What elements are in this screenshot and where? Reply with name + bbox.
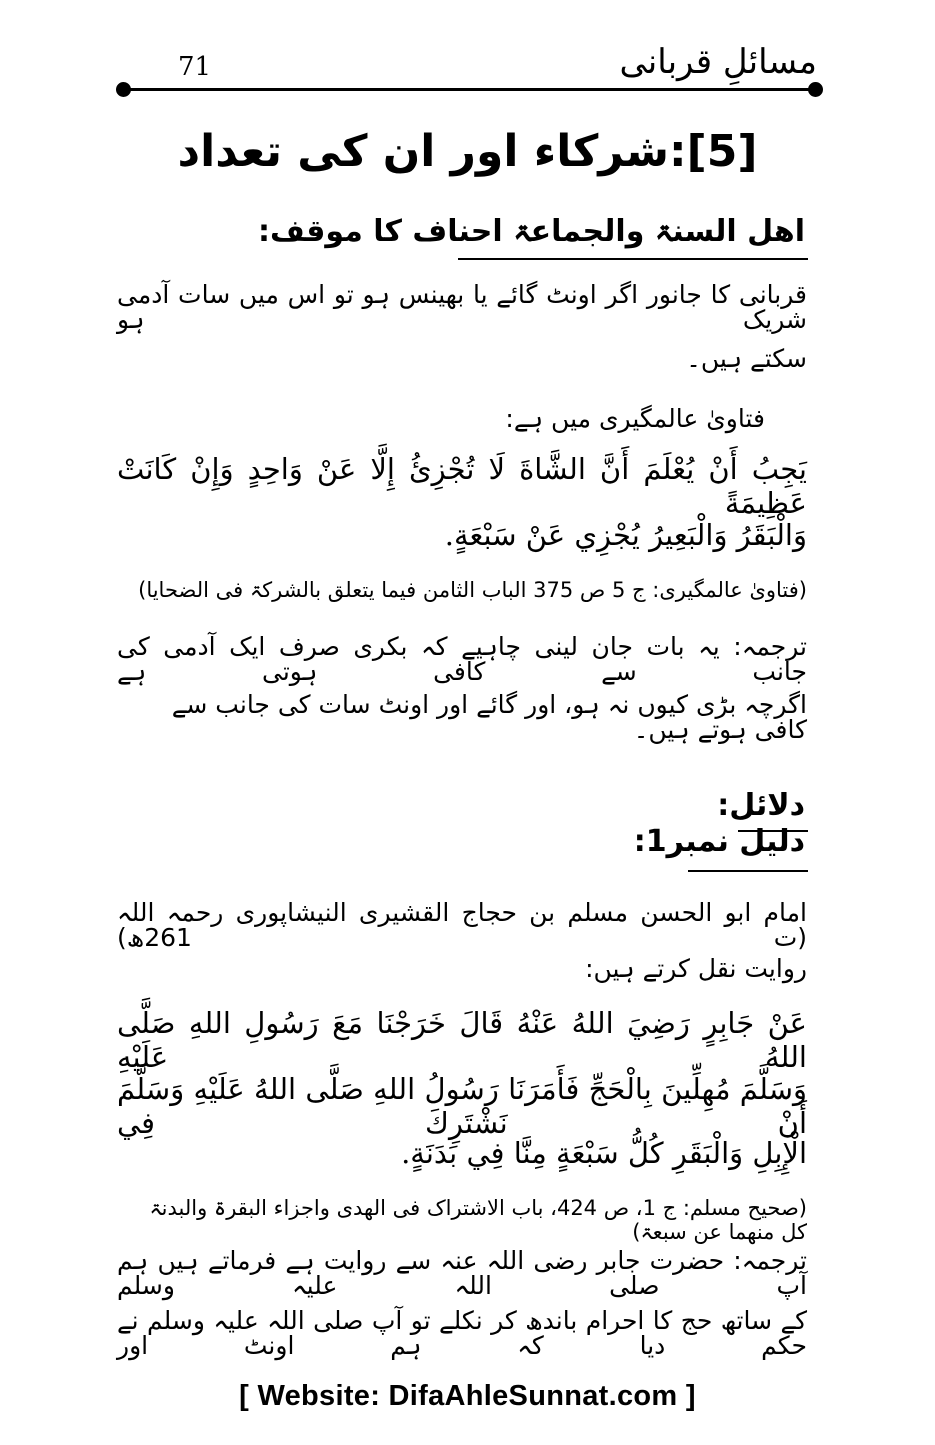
chapter-title: [5]:شرکاء اور ان کی تعداد: [177, 126, 758, 177]
translation-1-line-1: ترجمہ: یہ بات جان لینی چاہیے کہ بکری صرف ایک آدمی کی جانب سے کافی ہوتی ہے: [117, 632, 807, 686]
intro-line-1: قربانی کا جانور اگر اونٹ گائے یا بھینس ہو تو اس میں سات آدمی شریک ہو: [117, 280, 807, 334]
section-heading-underline: [458, 258, 808, 260]
section-heading: اھل السنۃ والجماعۃ احناف کا موقف:: [258, 214, 805, 249]
reference-alamgiri: (فتاویٰ عالمگیری: ج 5 ص 375 الباب الثامن فیما یتعلق بالشرکۃ فی الضحایا): [138, 578, 807, 602]
translation-2-line-2: کے ساتھ حج کا احرام باندھ کر نکلے تو آپ صلی اللہ علیہ وسلم نے حکم دیا کہ ہم اونٹ اور: [117, 1306, 807, 1360]
header-rule-left-dot: [116, 82, 131, 97]
daleel-1-heading-underline: [688, 870, 808, 872]
translation-1-line-2: اگرچہ بڑی کیوں نہ ہو، اور گائے اور اونٹ سات کی جانب سے کافی ہوتے ہیں۔: [171, 690, 807, 744]
arabic-quote-line-1: يَجِبُ أَنْ يُعْلَمَ أَنَّ الشَّاةَ لَا تُجْزِئُ إِلَّا عَنْ وَاحِدٍ وَإِنْ كَانَتْ عَظِيمَةً: [117, 452, 807, 520]
reference-sahih-muslim: (صحیح مسلم: ج 1، ص 424، باب الاشتراک فی الھدی واجزاء البقرۃ والبدنۃ کل منھما عن سبعۃ): [149, 1196, 807, 1244]
hadith-line-3: الْإِبِلِ وَالْبَقَرِ كُلُّ سَبْعَةٍ مِنَّا فِي بَدَنَةٍ.: [401, 1136, 807, 1170]
translation-2-line-1: ترجمہ: حضرت جابر رضی اللہ عنہ سے روایت ہے فرماتے ہیں ہم آپ صلی اللہ علیہ وسلم: [117, 1246, 807, 1300]
hadith-line-1: عَنْ جَابِرٍ رَضِيَ اللهُ عَنْهُ قَالَ خَرَجْنَا مَعَ رَسُولِ اللهِ صَلَّى اللهُ عَلَيْهِ: [117, 1006, 807, 1074]
intro-line-2: سکتے ہیں۔: [686, 344, 807, 373]
header-rule-right-dot: [808, 82, 823, 97]
daleel-1-heading: دلیل نمبر1:: [633, 824, 805, 859]
book-title: مسائلِ قربانی: [619, 42, 817, 82]
narrator-line-1: امام ابو الحسن مسلم بن حجاج القشیری النیشاپوری رحمہ اللہ (ت 261ھ): [117, 898, 807, 952]
narrator-line-2: روایت نقل کرتے ہیں:: [585, 954, 807, 983]
hadith-line-2: وَسَلَّمَ مُهِلِّينَ بِالْحَجِّ فَأَمَرَنَا رَسُولُ اللهِ صَلَّى اللهُ عَلَيْهِ وَسَلَّمَ أَنْ نَشْتَرِكَ فِي: [117, 1072, 807, 1140]
dalail-heading: دلائل:: [717, 788, 805, 823]
header-rule: [120, 88, 816, 91]
alamgiri-intro: فتاویٰ عالمگیری میں ہے:: [505, 404, 765, 433]
page-number: 71: [178, 52, 212, 82]
arabic-quote-line-2: وَالْبَقَرُ وَالْبَعِيرُ يُجْزِي عَنْ سَبْعَةٍ.: [444, 518, 807, 552]
website-footer: [ Website: DifaAhleSunnat.com ]: [239, 1380, 696, 1412]
